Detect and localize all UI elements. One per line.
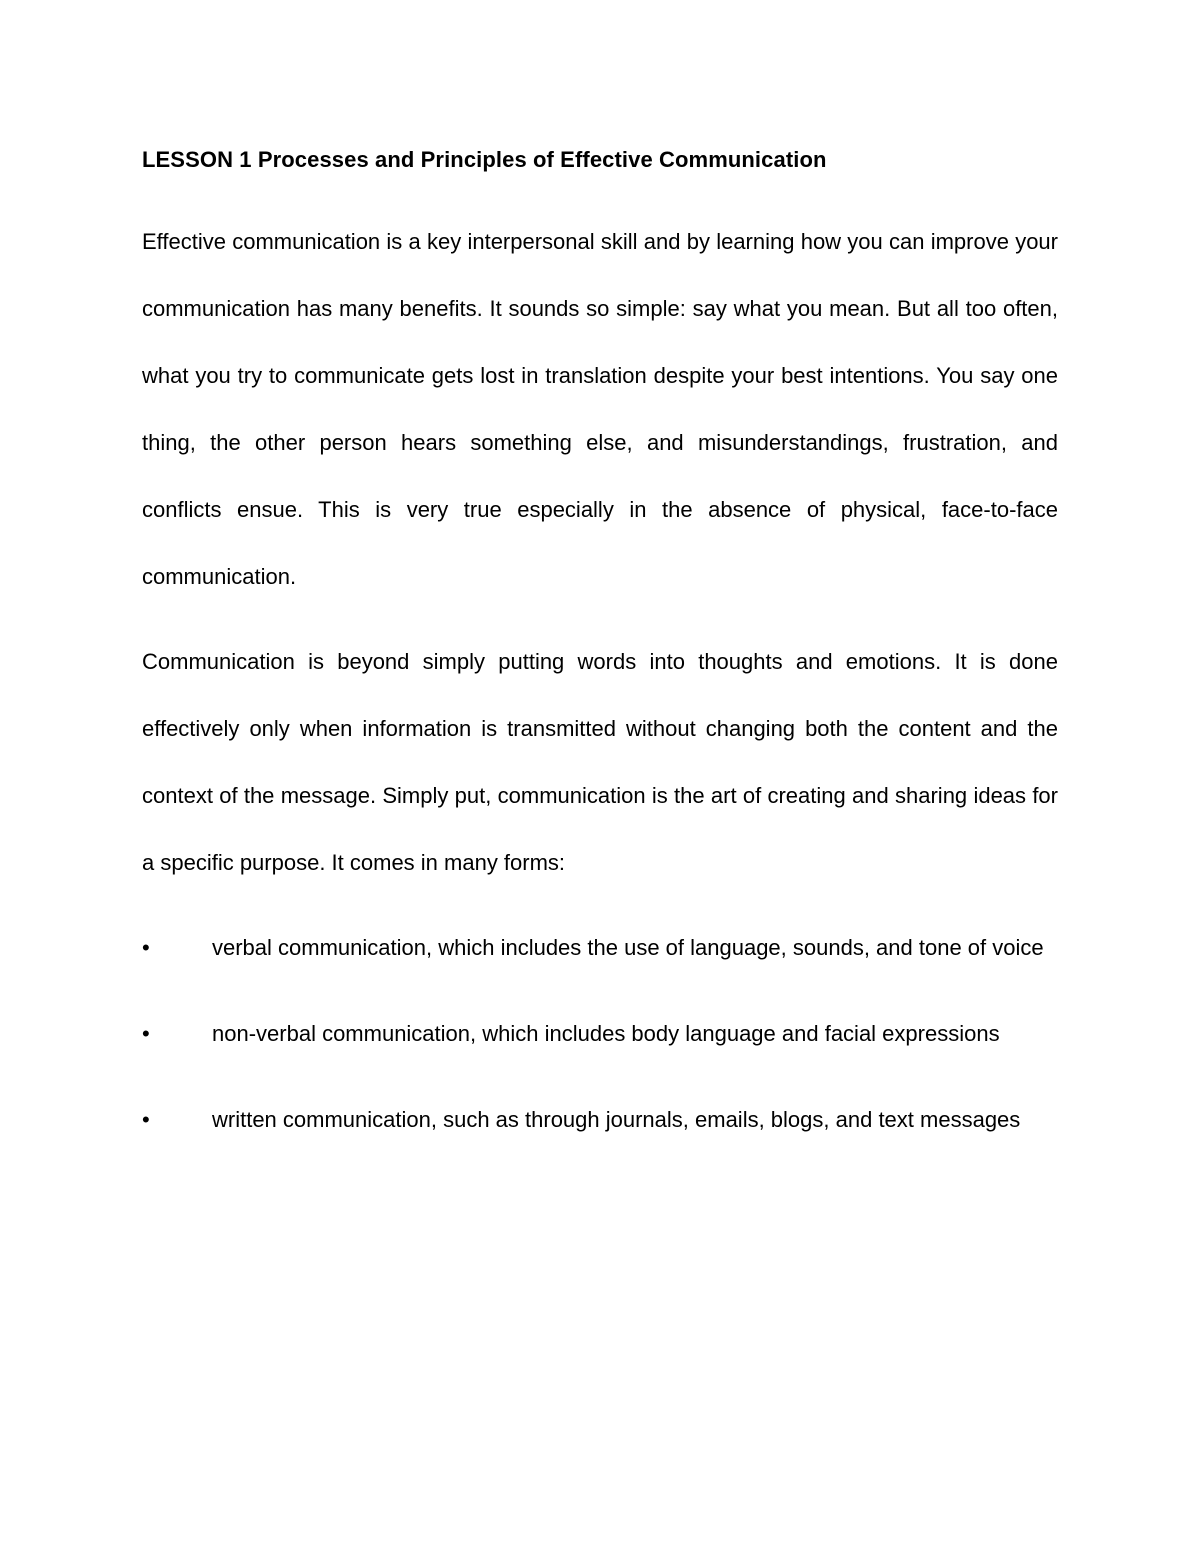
bullet-icon: •: [142, 1107, 150, 1132]
list-item-written: [142, 1086, 1058, 1153]
list-item-text: non-verbal communication, which includes body language and facial expressions: [212, 1021, 1000, 1046]
bullet-icon: •: [142, 1021, 150, 1046]
list-item-text: written communication, such as through journals, emails, blogs, and text messages: [212, 1107, 1021, 1132]
bullet-icon: •: [142, 935, 150, 960]
list-item-verbal: [142, 914, 1058, 981]
lesson-title: LESSON 1 Processes and Principles of Effective Communication: [142, 147, 827, 172]
paragraph-intro: Effective communication is a key interpersonal skill and by learning how you can improve your communication has many benefits. It sounds so simple: say what you mean. But all too often, what you try to communicate gets lost in translation despite your best intentions. You say one thing, the other person hears something else, and misunderstandings, frustration, and conflicts ensue. This is very true especially in the absence of physical, face-to-face communication.: [142, 229, 1058, 589]
paragraph-communication-definition: Communication is beyond simply putting words into thoughts and emotions. It is done effectively only when information is transmitted without changing both the content and the context of the message. Simply put, communication is the art of creating and sharing ideas for a specific purpose. It comes in many forms:: [142, 649, 1058, 875]
communication-forms-list: [142, 914, 1058, 1153]
list-item-text: verbal communication, which includes the use of language, sounds, and tone of voice: [212, 935, 1044, 960]
list-item-non-verbal: [142, 1000, 1058, 1067]
document-body: [142, 140, 1058, 1172]
